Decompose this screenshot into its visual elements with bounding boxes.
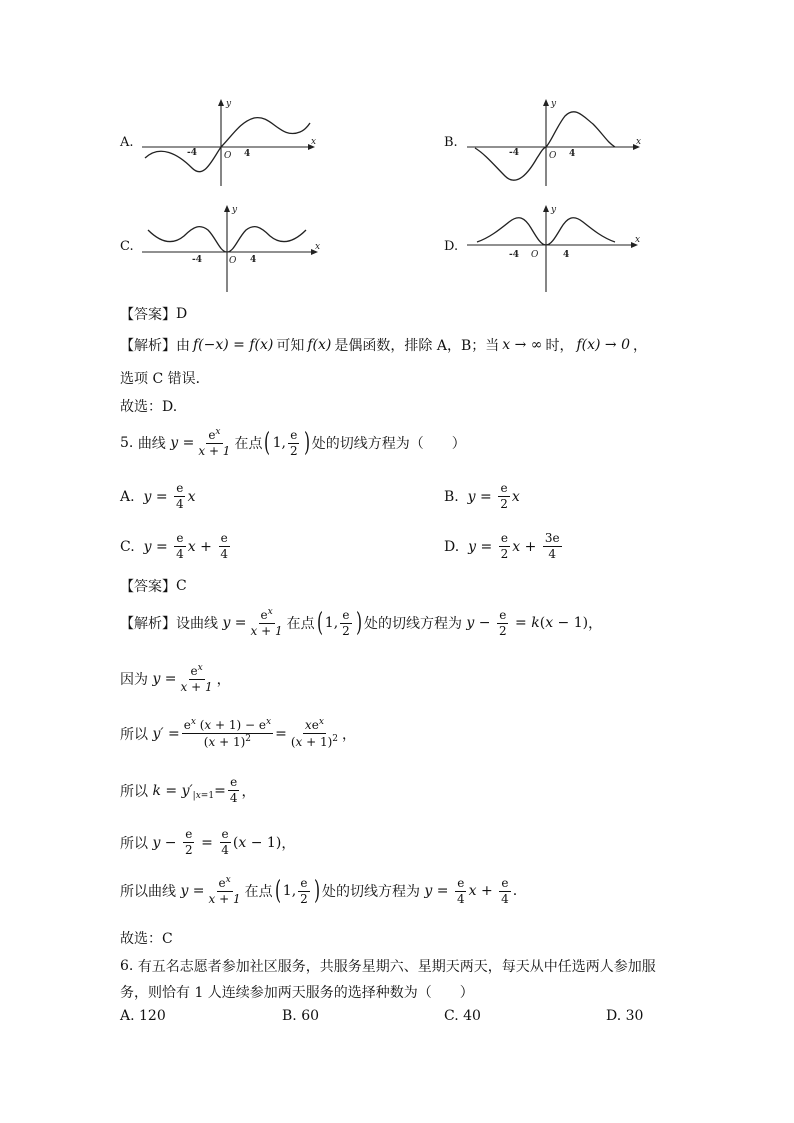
q5-analysis-line3: 所以 y′ = $\frac{e^x (x + 1) - e^x}{(x + 1)^2}$ = $\frac{xe^x}{(x + 1)^2}$ ， [120, 717, 357, 750]
graph-d-tick-pos: 4 [563, 250, 570, 260]
q6-option-c: C. 40 [444, 1008, 481, 1024]
q6-option-a: A. 120 [120, 1008, 166, 1024]
graph-a-origin: O [224, 151, 232, 161]
q6-option-b: B. 60 [282, 1008, 320, 1024]
option-c-label: C. [120, 239, 134, 254]
q4-conclusion: 故选：D. [120, 399, 178, 415]
graph-c-y-label: y [232, 205, 238, 215]
q4-analysis-line2: 选项 C 错误． [120, 371, 210, 387]
q6-stem-line2: 务，则恰有 1 人连续参加两天服务的选择种数为（ ） [120, 985, 474, 1001]
graph-c-origin: O [229, 256, 237, 266]
q5-stem: 5. 曲线 y = $\frac{e^x}{x + 1}$ 在点 ( 1, $\frac{e}{2}$ ) 处的切线方程为（ ） [120, 427, 466, 459]
q6-option-d: D. 30 [606, 1008, 644, 1024]
graph-b-x-label: x [636, 137, 642, 147]
q4-analysis-line1: 【解析】 由 f(−x) = f(x) 可知 f(x) 是偶函数，排除 A，B；当 x → ∞ 时， f(x) → 0 ， [120, 337, 647, 354]
graph-d [465, 202, 645, 294]
graph-d-origin: O [531, 250, 539, 260]
q5-option-a: A. y = $\frac{e}{4}$ x [120, 481, 196, 512]
graph-b [465, 96, 645, 188]
q4-answer: 【答案】 D [120, 306, 188, 323]
graph-d-y-label: y [551, 205, 557, 215]
graph-a-tick-pos: 4 [244, 149, 251, 159]
graph-b-tick-pos: 4 [569, 149, 576, 159]
q5-analysis-line5: 所以 y − $\frac{e}{2}$ = $\frac{e}{4}$ ( x − 1 ) ， [120, 827, 296, 858]
option-d-label: D. [444, 239, 459, 254]
graph-a [140, 96, 320, 188]
q5-option-c: C. y = $\frac{e}{4}$ x + $\frac{e}{4}$ [120, 531, 228, 562]
q5-answer: 【答案】 C [120, 578, 187, 595]
graph-d-x-label: x [635, 235, 641, 245]
graph-d-tick-neg: -4 [509, 250, 519, 260]
graph-c-x-label: x [315, 242, 321, 252]
q5-analysis-line4: 所以 k = y′ |x=1 = $\frac{e}{4}$ ， [120, 775, 256, 806]
q5-analysis-line6: 所以曲线 y = $\frac{e^x}{x + 1}$ 在点 ( 1, $\frac{e}{2}$ ) 处的切线方程为 y = $\frac{e}{4}$ x + $\frac{e}{4}$ . [120, 875, 518, 907]
q5-conclusion: 故选：C [120, 931, 173, 947]
graph-b-tick-neg: -4 [509, 148, 519, 158]
q5-option-d: D. y = $\frac{e}{2}$ x + $\frac{3e}{4}$ [444, 531, 560, 562]
graph-a-y-label: y [226, 99, 232, 109]
graph-a-tick-neg: -4 [187, 148, 197, 158]
q6-stem-line1: 6. 有五名志愿者参加社区服务，共服务星期六、星期天两天，每天从中任选两人参加服 [120, 958, 656, 975]
graph-c-tick-neg: -4 [192, 255, 202, 265]
graph-c [140, 202, 325, 294]
graph-c-tick-pos: 4 [250, 255, 257, 265]
option-a-label: A. [120, 135, 134, 150]
graph-b-origin: O [549, 151, 557, 161]
graph-b-y-label: y [551, 99, 557, 109]
q5-option-b: B. y = $\frac{e}{2}$ x [444, 481, 520, 512]
graph-a-x-label: x [311, 137, 317, 147]
option-b-label: B. [444, 135, 458, 150]
q5-analysis-line1: 【解析】 设曲线 y = $\frac{e^x}{x + 1}$ 在点 ( 1, $\frac{e}{2}$ ) 处的切线方程为 y − $\frac{e}{2}$ = k ( x − 1 ) ， [120, 607, 603, 639]
q5-analysis-line2: 因为 y = $\frac{e^x}{x + 1}$ ， [120, 663, 231, 695]
